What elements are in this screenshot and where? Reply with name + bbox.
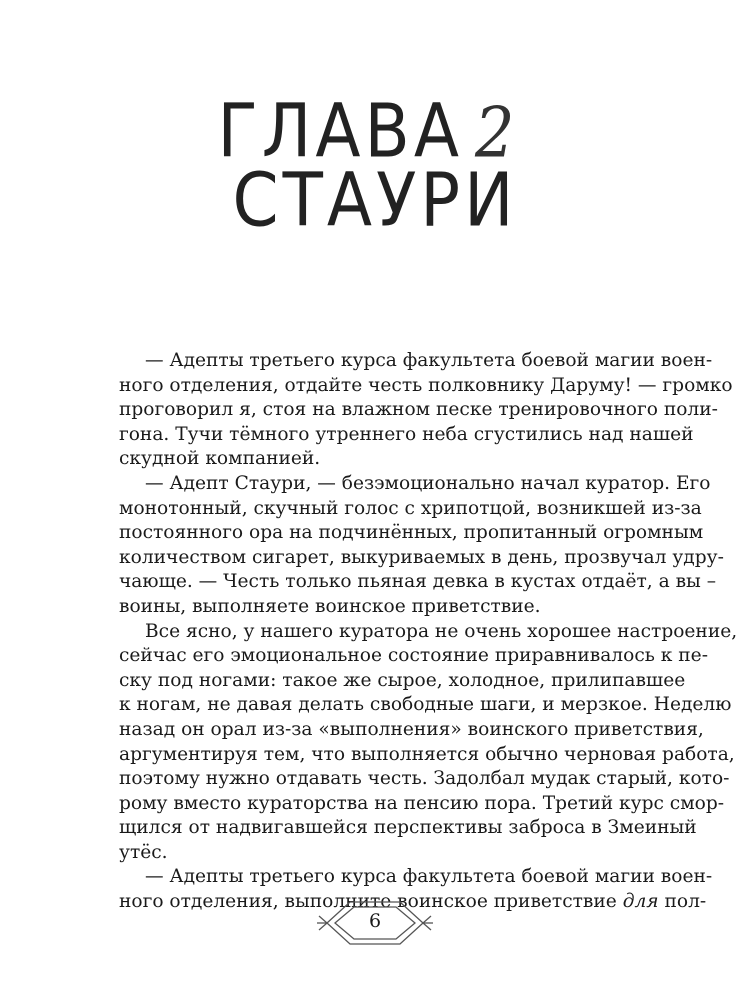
text-line: Все ясно, у нашего куратора не очень хорошее настроение, [145, 620, 738, 642]
text-line: скудной компанией. [119, 448, 321, 470]
text-line: — Адепты третьего курса факультета боевой магии воен- [145, 866, 713, 888]
text-line: проговорил я, стоя на влажном песке тренировочного поли- [119, 399, 718, 421]
paragraph-2 [119, 472, 724, 620]
text-line: назад он орал из-за «выполнения» воинского приветствия, [119, 718, 704, 740]
chapter-number: 2 [475, 91, 515, 174]
text-line: поэтому нужно отдавать честь. Задолбал мудак старый, кото- [119, 768, 730, 790]
text-line: — Адепт Стаури, — безэмоционально начал куратор. Его [145, 472, 711, 494]
text-line: рому вместо кураторства на пенсию пора. Третий курс смор- [119, 792, 725, 814]
text-line: постоянного ора на подчинённых, пропитанный огромным [119, 522, 704, 544]
text-line: ску под ногами: такое же сырое, холодное, прилипавшее [119, 669, 686, 691]
text-line: количеством сигарет, выкуриваемых в день, прозвучал удру- [119, 546, 724, 568]
text-line: ного отделения, отдайте честь полковнику Даруму! — громко [119, 374, 733, 396]
chapter-title-line-2: СТАУРИ [232, 157, 518, 244]
page-number: 6 [368, 910, 382, 932]
emphasis-text: для [622, 891, 659, 913]
text-line: чающе. — Честь только пьяная девка в кустах отдаёт, а вы – [119, 571, 717, 593]
chapter-label: ГЛАВА [217, 88, 463, 175]
text-run: пол- [658, 891, 707, 913]
paragraph-3 [119, 620, 738, 866]
text-line: гона. Тучи тёмного утреннего неба сгустились над нашей [119, 423, 694, 445]
text-run: ного отделения, выполните воинское приветствие [119, 891, 623, 913]
chapter-body [119, 349, 738, 915]
text-line: аргументируя тем, что выполняется обычно черновая работа, [119, 743, 735, 765]
text-line: — Адепты третьего курса факультета боевой магии воен- [145, 350, 713, 371]
chapter-heading [0, 88, 750, 244]
text-line: утёс. [119, 841, 168, 863]
text-line: воины, выполняете воинское приветствие. [119, 595, 541, 617]
text-line: щился от надвигавшейся перспективы заброса в Змеиный [119, 817, 697, 839]
text-line: сейчас его эмоциональное состояние приравнивалось к пе- [119, 645, 708, 667]
text-line: к ногам, не давая делать свободные шаги, и мерзкое. Неделю [119, 694, 732, 716]
text-line: монотонный, скучный голос с хрипотцой, возникшей из-за [119, 497, 702, 519]
paragraph-1 [119, 349, 733, 472]
page-number-ornament [317, 896, 433, 950]
